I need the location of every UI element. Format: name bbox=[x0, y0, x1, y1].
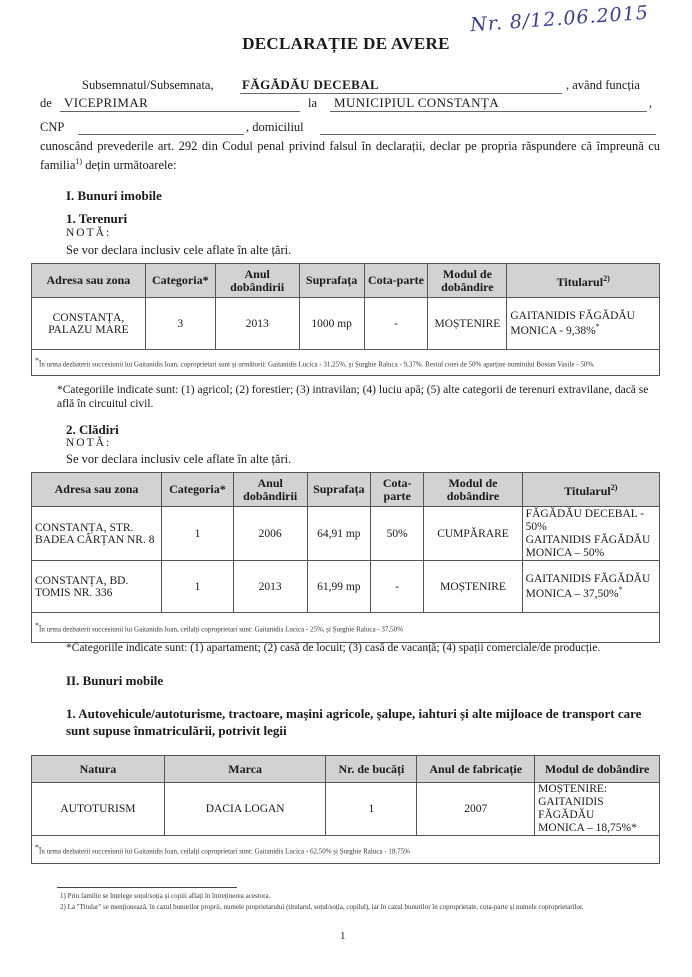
cell-cota: - bbox=[371, 561, 424, 613]
cell-anul: 2007 bbox=[417, 783, 535, 836]
col-titular: Titularul$^{2)}$ bbox=[507, 264, 660, 298]
table-row bbox=[32, 783, 660, 836]
vehicles-note: *În urma dezbaterii succesiunii lui Gaitanidis Ioan, ceilalți coproprietari sunt: Gaitanidis Lucica - 62,50% și Șurghie Raluca - 18,75% bbox=[32, 836, 660, 864]
cell-modul: CUMPĂRARE bbox=[424, 507, 522, 561]
function-underline bbox=[60, 111, 300, 112]
table-row bbox=[32, 561, 660, 613]
cnp-label: CNP bbox=[40, 120, 65, 134]
name-underline bbox=[240, 93, 562, 94]
cell-anul: 2006 bbox=[233, 507, 307, 561]
la-label: la bbox=[308, 96, 318, 110]
terenuri-header-row bbox=[32, 264, 660, 298]
vehicles-title: 1. Autovehicule/autoturisme, tractoare, mașini agricole, șalupe, iahturi și alte mijloace de transport care sunt supuse înmatriculării, potrivit legii bbox=[66, 706, 642, 738]
cell-modul: MOȘTENIRE: GAITANIDIS FĂGĂDĂU MONICA – 18,75%* bbox=[535, 783, 660, 836]
col-suprafata: Suprafața bbox=[299, 264, 364, 298]
cell-natura: AUTOTURISM bbox=[32, 783, 165, 836]
col-anul: Anul dobândirii bbox=[233, 473, 307, 507]
cell-cota: - bbox=[364, 298, 428, 350]
vehicles-note-row bbox=[32, 836, 660, 864]
page-number: 1 bbox=[340, 930, 346, 942]
footnote-2: 2) La "Titular" se menționează, în cazul bunurilor proprii, numele proprietarului (titularul, soțul/soția, copilul), iar în cazul bunurilor în coproprietate, cota-parte și numele coproprietarilor. bbox=[60, 903, 584, 911]
cell-titular: GAITANIDIS FĂGĂDĂU MONICA - 9,38%* bbox=[507, 298, 660, 350]
cell-adresa: CONSTANȚA, BD. TOMIS NR. 336 bbox=[32, 561, 162, 613]
cell-modul: MOȘTENIRE bbox=[428, 298, 507, 350]
statement-paragraph: cunoscând prevederile art. 292 din Codul penal privind falsul în declarații, declar pe propria răspundere că împreună cu familia$^{1)}$ dețin următoarele: bbox=[40, 139, 660, 173]
col-cota: Cota-parte bbox=[371, 473, 424, 507]
cladiri-note: *În urma dezbaterii succesiunii lui Gaitanidis Ioan, ceilalți coproprietari sunt: Gaitanidis Lucica - 25%, și Șurghie Raluca - 37,50% bbox=[32, 613, 660, 643]
section-bunuri-imobile-title: I. Bunuri imobile bbox=[66, 188, 162, 203]
col-categoria: Categoria* bbox=[162, 473, 234, 507]
cladiri-nota-label: NOTĂ: bbox=[66, 437, 112, 449]
de-label: de bbox=[40, 96, 52, 110]
cladiri-title: 2. Clădiri bbox=[66, 422, 119, 437]
col-anul-fabricatie: Anul de fabricație bbox=[417, 756, 535, 783]
domiciliul-label: , domiciliul bbox=[246, 120, 304, 134]
page-title: DECLARAȚIE DE AVERE bbox=[242, 34, 450, 53]
cell-categoria: 1 bbox=[162, 561, 234, 613]
table-row bbox=[32, 507, 660, 561]
declarant-name: FĂGĂDĂU DECEBAL bbox=[242, 77, 380, 92]
cell-titular: GAITANIDIS FĂGĂDĂU MONICA – 37,50%* bbox=[522, 561, 659, 613]
cell-suprafata: 61,99 mp bbox=[307, 561, 371, 613]
cell-anul: 2013 bbox=[215, 298, 299, 350]
cell-adresa: CONSTANȚA, PALAZU MARE bbox=[32, 298, 146, 350]
terenuri-nota-label: NOTĂ: bbox=[66, 227, 112, 239]
cell-marca: DACIA LOGAN bbox=[164, 783, 326, 836]
subsemnatul-label: Subsemnatul/Subsemnata, bbox=[82, 78, 214, 92]
col-natura: Natura bbox=[32, 756, 165, 783]
col-bucati: Nr. de bucăți bbox=[326, 756, 417, 783]
registration-number: Nr. 8/12.06.2015 bbox=[469, 1, 650, 37]
cell-anul: 2013 bbox=[233, 561, 307, 613]
terenuri-note: *În urma dezbaterii succesiunii lui Gaitanidis Ioan, coproprietari sunt și următorii: Gaitanidis Lucica - 31,25%, și Șurghie Raluca - 9,37%. Restul cotei de 50% aparține numitului Bostan Vasile - 50%. bbox=[32, 350, 660, 376]
col-categoria: Categoria* bbox=[145, 264, 215, 298]
col-anul: Anul dobândirii bbox=[215, 264, 299, 298]
cladiri-table bbox=[31, 472, 660, 643]
cladiri-header-row bbox=[32, 473, 660, 507]
cnp-underline bbox=[78, 134, 244, 135]
cell-cota: 50% bbox=[371, 507, 424, 561]
cell-suprafata: 1000 mp bbox=[299, 298, 364, 350]
col-adresa: Adresa sau zona bbox=[32, 264, 146, 298]
cell-categoria: 1 bbox=[162, 507, 234, 561]
col-marca: Marca bbox=[164, 756, 326, 783]
cell-bucati: 1 bbox=[326, 783, 417, 836]
cladiri-nota-text: Se vor declara inclusiv cele aflate în alte țări. bbox=[66, 452, 292, 466]
table-row bbox=[32, 298, 660, 350]
col-cota: Cota-parte bbox=[364, 264, 428, 298]
vehicles-table bbox=[31, 755, 660, 864]
cell-categoria: 3 bbox=[145, 298, 215, 350]
institution-value: MUNICIPIUL CONSTANȚA bbox=[334, 95, 500, 110]
cell-modul: MOȘTENIRE bbox=[424, 561, 522, 613]
col-modul: Modul de dobândire bbox=[535, 756, 660, 783]
col-suprafata: Suprafața bbox=[307, 473, 371, 507]
function-value: VICEPRIMAR bbox=[64, 95, 149, 110]
cladiri-categories-note: *Categoriile indicate sunt: (1) apartament; (2) casă de locuit; (3) casă de vacanță; (4) spații comerciale/de producție. bbox=[66, 642, 601, 654]
institution-underline bbox=[330, 111, 647, 112]
terenuri-table bbox=[31, 263, 660, 376]
section-bunuri-mobile-title: II. Bunuri mobile bbox=[66, 673, 164, 688]
terenuri-categories-note: *Categoriile indicate sunt: (1) agricol; (2) forestier; (3) intravilan; (4) luciu apă; (5) alte categorii de terenuri extravilane, dacă se află în circuitul civil. bbox=[57, 384, 649, 410]
col-adresa: Adresa sau zona bbox=[32, 473, 162, 507]
col-modul: Modul de dobândire bbox=[428, 264, 507, 298]
terenuri-note-row bbox=[32, 350, 660, 376]
footnote-1: 1) Prin familie se înțelege soțul/soția și copiii aflați în întreținerea acestora. bbox=[60, 892, 271, 900]
domiciliu-underline bbox=[320, 134, 656, 135]
col-modul: Modul de dobândire bbox=[424, 473, 522, 507]
cladiri-note-row bbox=[32, 613, 660, 643]
cell-suprafata: 64,91 mp bbox=[307, 507, 371, 561]
footnote-divider bbox=[57, 887, 237, 888]
cell-adresa: CONSTANȚA, STR. BADEA CÂRȚAN NR. 8 bbox=[32, 507, 162, 561]
col-titular: Titularul$^{2)}$ bbox=[522, 473, 659, 507]
vehicles-header-row bbox=[32, 756, 660, 783]
cell-titular: FĂGĂDĂU DECEBAL - 50% GAITANIDIS FĂGĂDĂU MONICA – 50% bbox=[522, 507, 659, 561]
terenuri-nota-text: Se vor declara inclusiv cele aflate în alte țări. bbox=[66, 243, 292, 257]
terenuri-title: 1. Terenuri bbox=[66, 211, 128, 226]
functia-label: , având funcția bbox=[566, 78, 640, 92]
